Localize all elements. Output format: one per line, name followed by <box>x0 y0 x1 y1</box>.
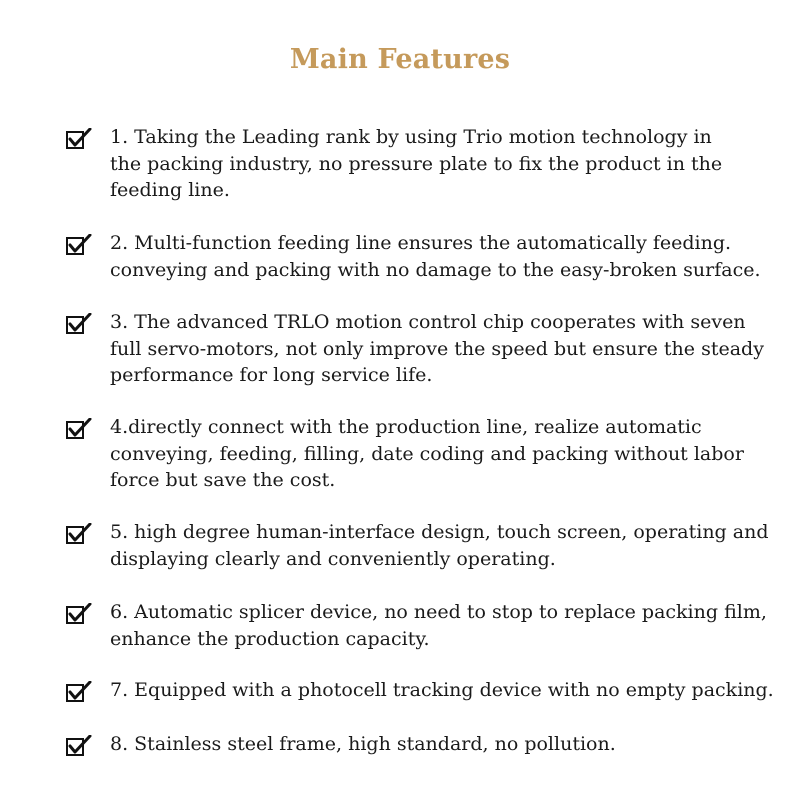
checkbox-checked-icon <box>66 603 92 625</box>
checkbox-checked-icon <box>66 234 92 256</box>
feature-text: 7. Equipped with a photocell tracking device with no empty packing. <box>110 679 774 701</box>
checkbox-checked-icon <box>66 681 92 703</box>
page-title: Main Features <box>289 44 511 75</box>
checkbox-checked-icon <box>66 735 92 757</box>
feature-text: 8. Stainless steel frame, high standard, no pollution. <box>110 733 616 755</box>
checkbox-checked-icon <box>66 128 92 150</box>
feature-text: 5. high degree human-interface design, touch screen, operating and displaying clearly and conveniently operating. <box>110 521 769 570</box>
feature-text: 3. The advanced TRLO motion control chip cooperates with seven full servo-motors, not only improve the speed but ensure the steady performance for long service life. <box>110 311 764 386</box>
checkbox-checked-icon <box>66 523 92 545</box>
checkbox-checked-icon <box>66 313 92 335</box>
feature-text: 1. Taking the Leading rank by using Trio motion technology in the packing industry, no pressure plate to fix the product in the feeding line. <box>110 126 723 201</box>
checkbox-checked-icon <box>66 418 92 440</box>
feature-text: 2. Multi-function feeding line ensures the automatically feeding. conveying and packing with no damage to the easy-broken surface. <box>110 232 761 281</box>
feature-text: 4.directly connect with the production line, realize automatic conveying, feeding, filling, date coding and packing without labor force but save the cost. <box>110 416 744 491</box>
feature-text: 6. Automatic splicer device, no need to stop to replace packing film, enhance the production capacity. <box>110 601 767 650</box>
